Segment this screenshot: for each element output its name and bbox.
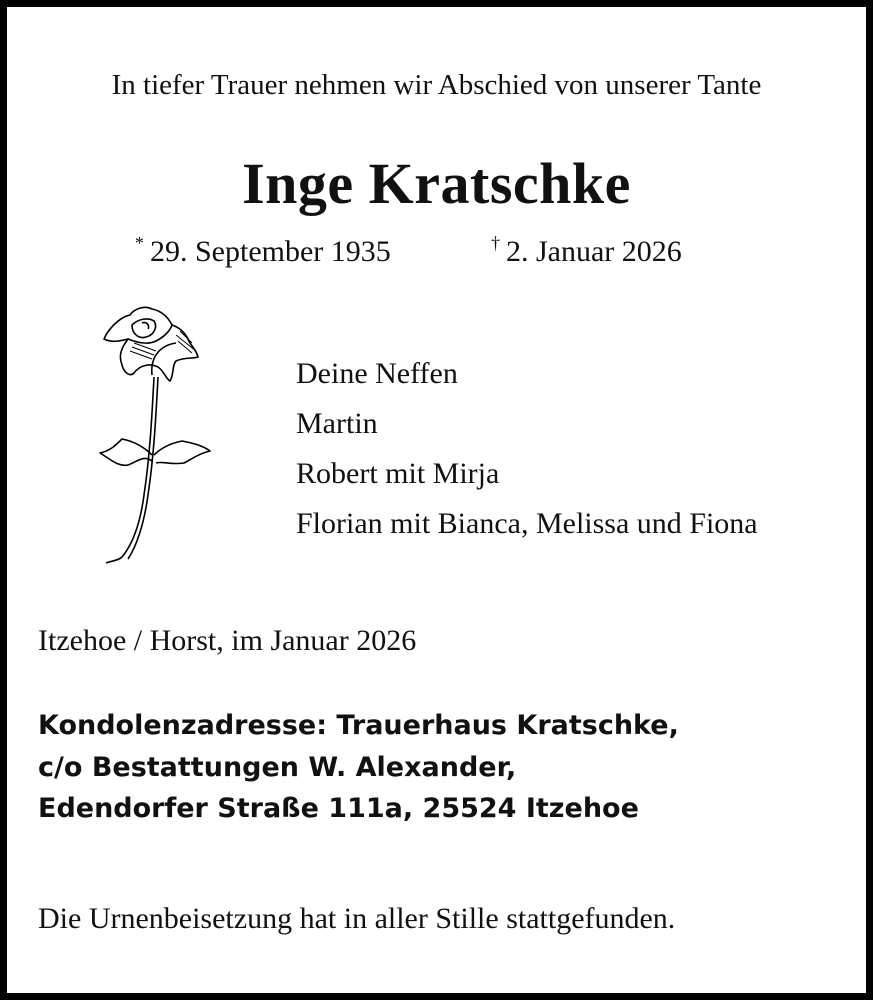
- death-symbol: †: [491, 233, 500, 253]
- final-note: Die Urnenbeisetzung hat in aller Stille stattgefunden.: [38, 902, 676, 935]
- birth-date: [135, 233, 391, 269]
- address-line: c/o Bestattungen W. Alexander,: [38, 752, 517, 783]
- family-line: Deine Neffen: [296, 357, 458, 390]
- family-line: Florian mit Bianca, Melissa und Fiona: [296, 507, 758, 540]
- address-line: Kondolenzadresse: Trauerhaus Kratschke,: [38, 710, 679, 741]
- birth-symbol: *: [135, 233, 144, 253]
- death-date-text: 2. Januar 2026: [506, 235, 682, 268]
- rose-icon: [92, 295, 217, 570]
- death-date: [491, 233, 682, 269]
- place-date: Itzehoe / Horst, im Januar 2026: [38, 624, 417, 657]
- deceased-name: Inge Kratschke: [242, 151, 631, 216]
- address-line: Edendorfer Straße 111a, 25524 Itzehoe: [38, 793, 639, 824]
- family-line: Robert mit Mirja: [296, 457, 500, 490]
- family-line: Martin: [296, 407, 378, 440]
- intro-text: In tiefer Trauer nehmen wir Abschied von unserer Tante: [111, 69, 762, 101]
- birth-date-text: 29. September 1935: [150, 235, 391, 268]
